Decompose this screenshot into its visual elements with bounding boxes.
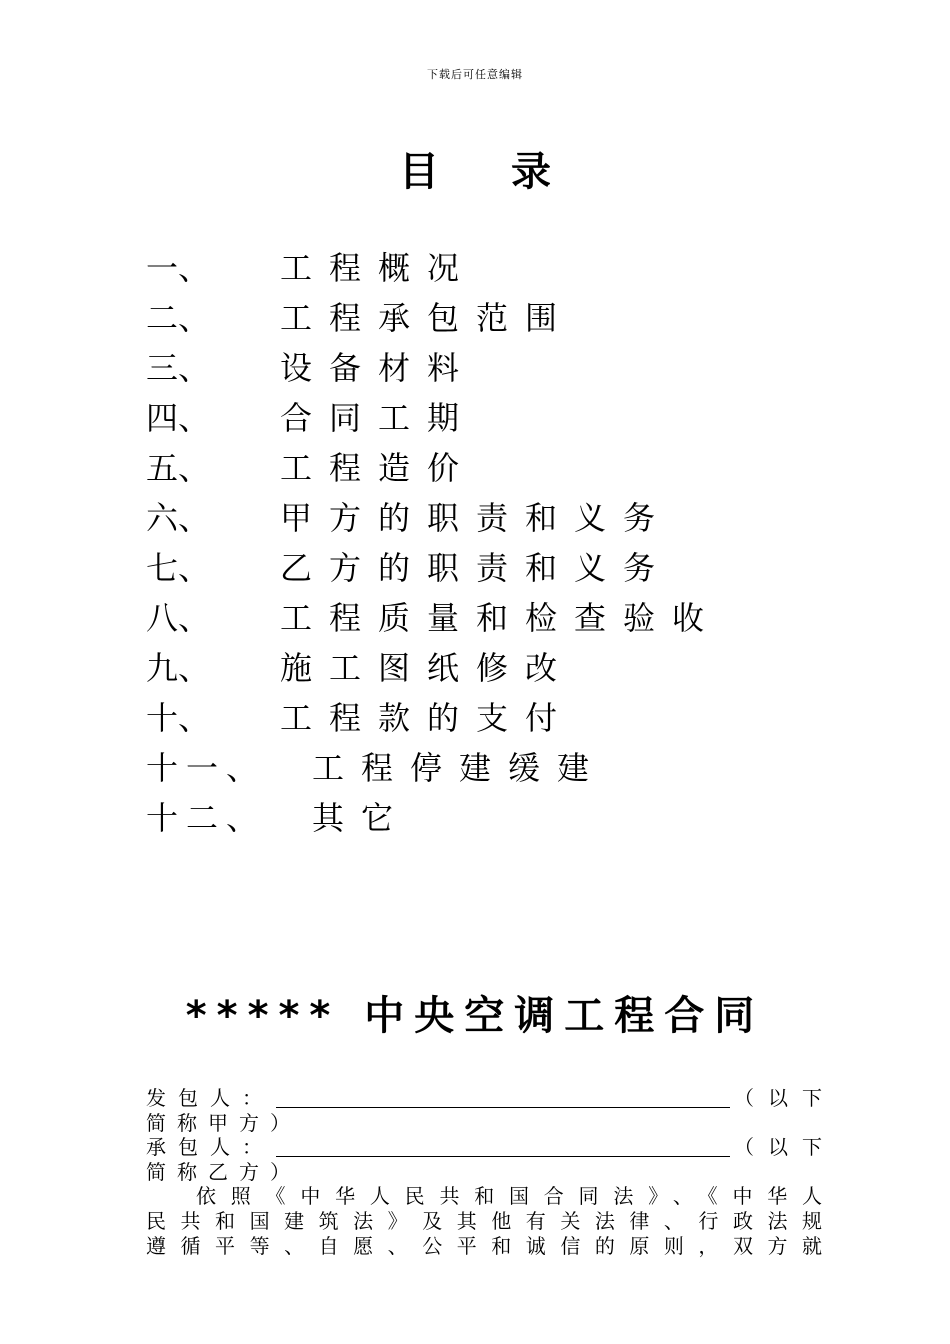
toc-title-right: 录: [511, 148, 551, 195]
toc-item: [146, 243, 721, 293]
body-line: 依照《中华人民共和国合同法》、《中华人: [196, 1184, 822, 1208]
toc-item: [146, 543, 721, 593]
toc-item: [146, 443, 721, 493]
table-of-contents: [146, 243, 721, 843]
header-note: 下载后可任意编辑: [427, 68, 523, 81]
toc-item-text: 其它: [312, 799, 411, 837]
toc-item-number: 五、: [146, 449, 211, 487]
toc-item-number: 二、: [146, 299, 211, 337]
toc-item-text: 工程概况: [280, 249, 477, 287]
party-b-line: [146, 1135, 836, 1160]
toc-item: [146, 293, 721, 343]
party-b-label: 承包人：: [146, 1135, 274, 1159]
party-b-blank: [276, 1136, 730, 1157]
body-line: 民共和国建筑法》及其他有关法律、行政法规: [146, 1209, 822, 1233]
contract-title: ***** 中央空调工程合同: [185, 993, 765, 1039]
toc-item-number: 一、: [146, 249, 211, 287]
toc-item: [146, 793, 721, 843]
toc-item-number: 四、: [146, 399, 211, 437]
toc-item-text: 合同工期: [280, 399, 477, 437]
party-a-suffix: （以下: [734, 1086, 836, 1110]
toc-item: [146, 493, 721, 543]
party-a-blank: [276, 1087, 730, 1108]
toc-title: [0, 140, 950, 197]
party-a-label: 发包人：: [146, 1086, 274, 1110]
party-a-line: [146, 1086, 836, 1111]
toc-item-text: 工程造价: [280, 449, 477, 487]
toc-item: [146, 393, 721, 443]
toc-title-left: 目: [399, 148, 439, 195]
body-line: 遵循平等、自愿、公平和诚信的原则，双方就: [146, 1234, 822, 1258]
party-b-block: [146, 1135, 836, 1185]
toc-item-text: 工程质量和检查验收: [280, 599, 722, 637]
toc-item-number: 七、: [146, 549, 211, 587]
toc-item: [146, 593, 721, 643]
toc-item-text: 乙方的职责和义务: [280, 549, 673, 587]
party-b-note: 简称乙方）: [146, 1160, 301, 1184]
toc-item-number: 十、: [146, 699, 211, 737]
toc-item-number: 十二、: [146, 799, 267, 837]
toc-item: [146, 743, 721, 793]
toc-item-text: 工程承包范围: [280, 299, 575, 337]
party-a-note: 简称甲方）: [146, 1111, 301, 1135]
toc-item-text: 工程款的支付: [280, 699, 575, 737]
toc-item-number: 三、: [146, 349, 211, 387]
toc-item-number: 八、: [146, 599, 211, 637]
toc-item: [146, 343, 721, 393]
toc-item-number: 六、: [146, 499, 211, 537]
toc-item-number: 十一、: [146, 749, 267, 787]
toc-item-number: 九、: [146, 649, 211, 687]
toc-item-text: 工程停建缓建: [312, 749, 607, 787]
toc-item-text: 设备材料: [280, 349, 477, 387]
party-b-suffix: （以下: [734, 1135, 836, 1159]
contract-body: [146, 1184, 822, 1259]
toc-item: [146, 693, 721, 743]
toc-item-text: 甲方的职责和义务: [280, 499, 673, 537]
party-a-block: [146, 1086, 836, 1136]
toc-item-text: 施工图纸修改: [280, 649, 575, 687]
toc-item: [146, 643, 721, 693]
